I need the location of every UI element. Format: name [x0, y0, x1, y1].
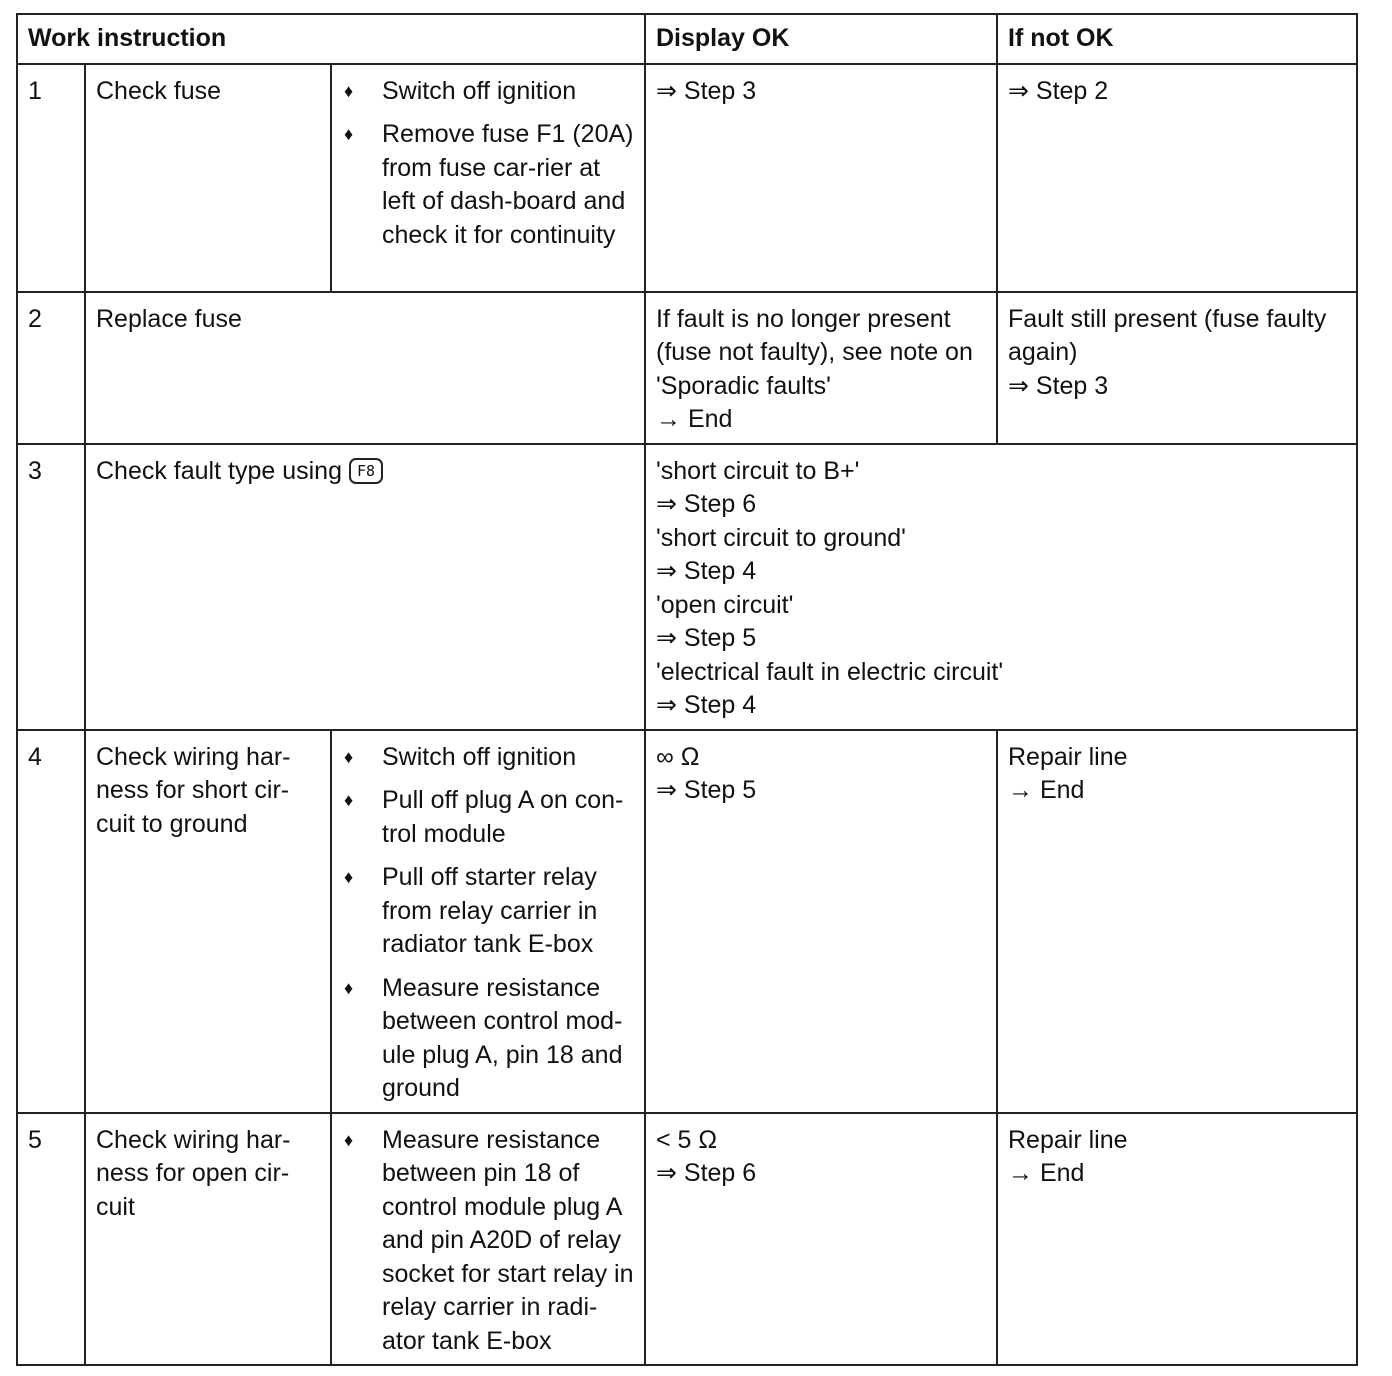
if-not-ok-cell: Repair line → End [997, 730, 1357, 1113]
table-row-step-3 [17, 444, 1357, 730]
display-ok-cell: ∞ Ω ⇒ Step 5 [645, 730, 997, 1113]
step-actions [331, 1113, 645, 1366]
fault-type-results: 'short circuit to B+' ⇒ Step 6 'short circuit to ground' ⇒ Step 4 'open circuit' ⇒ Step 5 'electrical fault in electric circuit' ⇒ Step 4 [645, 444, 1357, 730]
step-number: 1 [17, 64, 85, 292]
table-header-row [17, 14, 1357, 64]
if-not-ok-cell: Repair line → End [997, 1113, 1357, 1366]
header-if-not-ok: If not OK [997, 14, 1357, 64]
diamond-bullet-icon: ♦ [344, 80, 354, 101]
header-work-instruction: Work instruction [17, 14, 645, 64]
action-item: ♦ Remove fuse F1 (20A) from fuse car-rier at left of dash-board and check it for continuity [344, 120, 634, 249]
display-ok-cell: ⇒ Step 3 [645, 64, 997, 292]
action-item: ♦ Switch off ignition [342, 741, 634, 775]
step-number: 2 [17, 292, 85, 444]
header-display-ok: Display OK [645, 14, 997, 64]
display-ok-cell: < 5 Ω ⇒ Step 6 [645, 1113, 997, 1366]
action-item: ♦ Measure resistance between pin 18 of control module plug A and pin A20D of relay socket for start relay in relay carrier in radi-ator tank E-box [344, 1125, 634, 1355]
step-task: Check fault type using F8 [85, 444, 645, 730]
work-instruction-table [16, 13, 1358, 1366]
table-row-step-4 [17, 730, 1357, 1113]
step-task: Check wiring har-ness for short cir-cuit to ground [85, 730, 331, 1113]
step-task: Check wiring har-ness for open cir-cuit [85, 1113, 331, 1366]
f8-key-icon: F8 [349, 458, 383, 484]
if-not-ok-cell: Fault still present (fuse faulty again) ⇒ Step 3 [997, 292, 1357, 444]
if-not-ok-cell: ⇒ Step 2 [997, 64, 1357, 292]
step-number: 4 [17, 730, 85, 1113]
step-number: 3 [17, 444, 85, 730]
step-actions [331, 730, 645, 1113]
action-item: ♦ Pull off plug A on con-trol module [344, 786, 624, 848]
diamond-bullet-icon: ♦ [344, 867, 354, 887]
table-row-step-2 [17, 292, 1357, 444]
action-item: ♦ Pull off starter relay from relay carrier in radiator tank E-box [344, 863, 598, 958]
step-task: Check fuse [85, 64, 331, 292]
action-item: ♦ Measure resistance between control mod-ule plug A, pin 18 and ground [344, 973, 623, 1102]
step-number: 5 [17, 1113, 85, 1366]
table-row-step-1 [17, 64, 1357, 292]
table-row-step-5 [17, 1113, 1357, 1366]
step-task: Replace fuse [85, 292, 645, 444]
diamond-bullet-icon: ♦ [344, 124, 354, 144]
diamond-bullet-icon: ♦ [344, 1129, 354, 1150]
diamond-bullet-icon: ♦ [344, 746, 354, 767]
step-actions [331, 64, 645, 292]
display-ok-cell: If fault is no longer present (fuse not faulty), see note on 'Sporadic faults' → End [645, 292, 997, 444]
diamond-bullet-icon: ♦ [344, 977, 354, 998]
action-item: ♦ Switch off ignition [342, 75, 634, 109]
diamond-bullet-icon: ♦ [344, 790, 354, 810]
